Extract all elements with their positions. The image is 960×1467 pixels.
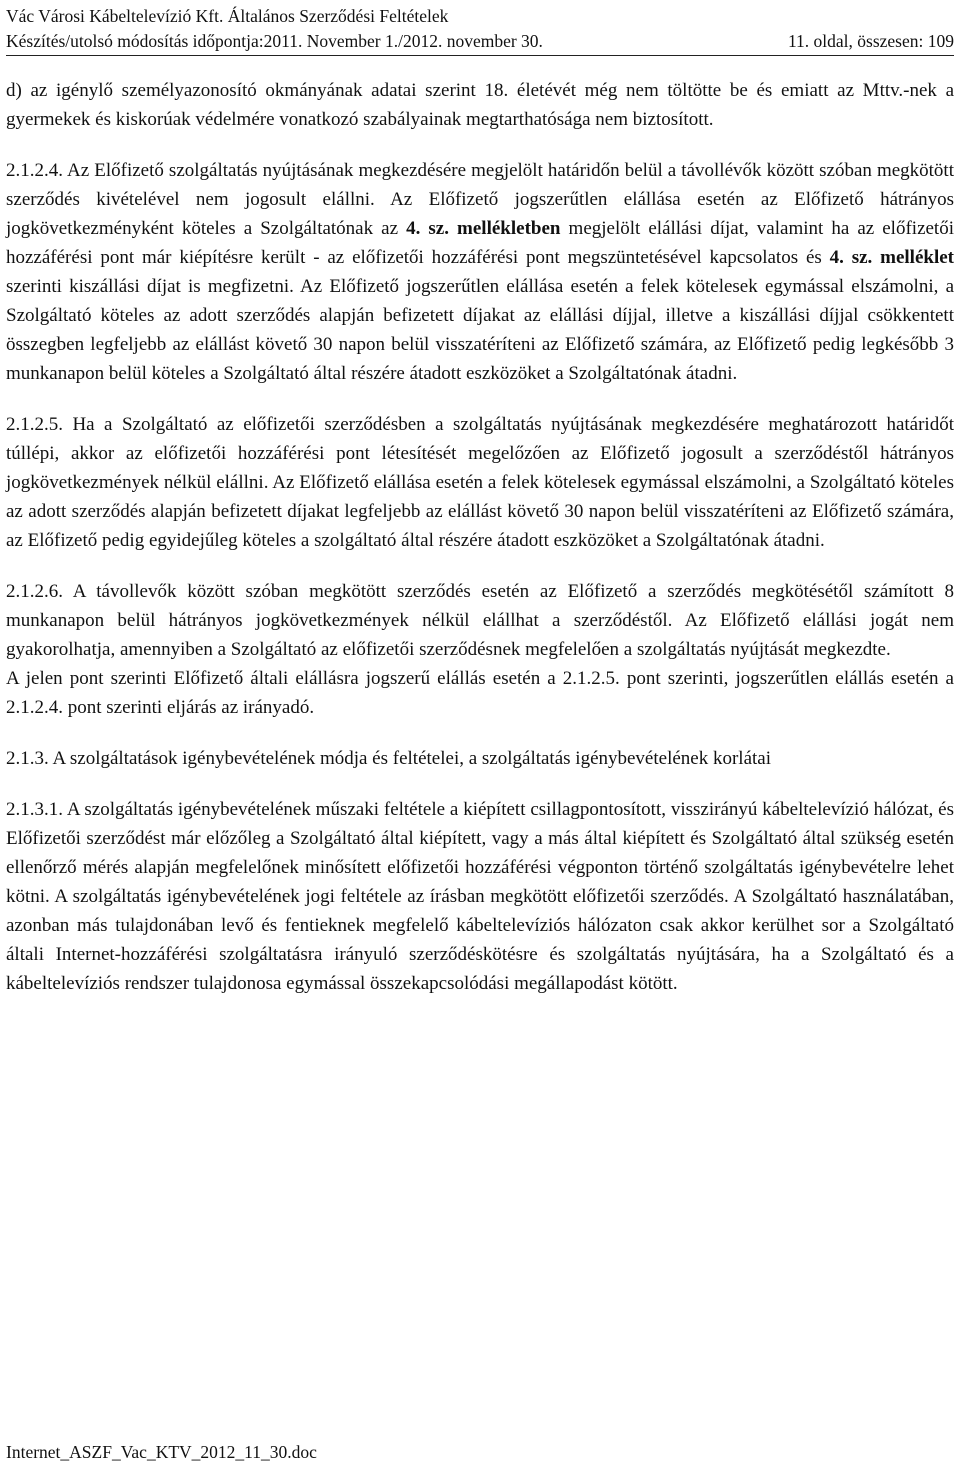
section-heading-2-1-3: 2.1.3. A szolgáltatások igénybevételének módja és feltételei, a szolgáltatás igénybevételének korlátai [6,748,772,769]
paragraph-gap [6,134,954,156]
page-counter: 11. oldal, összesen: 109 [787,31,954,51]
paragraph-text: szerinti kiszállási díjat is megfizetni. Az Előfizető jogszerűtlen elállása esetén a felek kötelesek egymással elszámolni, a Szolgáltató köteles az adott szerződés alapján befizetett díjakat az elállási díjjal, illetve a kiszállási díjjal csökkentett összegben legfeljebb az elállást követő 30 napon belül visszatéríteni az Előfizető számára, az Előfizető pedig legkésőbb 3 munkanapon belül köteles a Szolgáltató által részére átadott eszközöket a Szolgáltatónak átadni. [6,276,954,384]
annex-reference-bold: 4. sz. mellékletben [406,218,561,239]
document-body [6,76,954,998]
paragraph-applicability: A jelen pont szerinti Előfizető általi elállásra jogszerű elállás esetén a 2.1.2.5. pont szerinti, jogszerűtlen elállás esetén a 2.1.2.4. pont szerinti eljárás az irányadó. [6,668,954,718]
document-title: Vác Városi Kábeltelevízió Kft. Általános Szerződési Feltételek [6,6,449,26]
annex-reference-bold: 4. sz. melléklet [829,247,954,268]
header-meta-row [6,29,954,54]
paragraph-gap [6,388,954,410]
page-footer [6,1440,317,1464]
paragraph-2-1-2-5: 2.1.2.5. Ha a Szolgáltató az előfizetői szerződésben a szolgáltatás nyújtásának megkezdésére meghatározott határidőt túllépi, akkor az előfizetői hozzáférési pont létesítését megelőzően az Előfizető jogosult a szerződéstől hátrányos jogkövetkezmények nélkül elállni. Az Előfizető elállása esetén a felek kötelesek egymással elszámolni, a Szolgáltató köteles az adott szerződés alapján befizetett díjakat legfeljebb az elállást követő 30 napon belül visszatéríteni az Előfizető számára, az Előfizető pedig egyidejűleg köteles a szolgáltató által részére átadott eszközöket a Szolgáltatónak átadni. [6,414,954,551]
paragraph-text: megjelölt elállási díjat, valamint ha az előfizetői hozzáférési pont már kiépítésre került - az előfizetői hozzáférési pont megszüntetésével kapcsolatos és [6,218,954,268]
header-divider [6,55,954,56]
paragraph-2-1-2-6: 2.1.2.6. A távollevők között szóban megkötött szerződés esetén az Előfizető a szerződés megkötésétől számított 8 munkanapon belül hátrányos jogkövetkezmények nélkül elállhat a szerződéstől. Az Előfizető elállási jogát nem gyakorolhatja, amennyiben a Szolgáltató az előfizetői szerződésnek megfelelően a szolgáltatás nyújtását megkezdte. [6,581,954,660]
paragraph-gap [6,773,954,795]
modification-date: Készítés/utolsó módosítás időpontja:2011. November 1./2012. november 30. [6,31,543,51]
paragraph-gap [6,555,954,577]
paragraph-gap [6,722,954,744]
paragraph-2-1-2-4 [6,156,954,388]
paragraph-2-1-3-1: 2.1.3.1. A szolgáltatás igénybevételének műszaki feltétele a kiépített csillagpontosított, visszirányú kábeltelevízió hálózat, és Előfizetői szerződést már előzőleg a Szolgáltató által kiépített, vagy a más által kiépített és Szolgáltató által szükség esetén ellenőrző mérés alapján megfelelőnek minősített előfizetői hozzáférési végponton történő szolgáltatás igénybevételre lehet kötni. A szolgáltatás igénybevételének jogi feltétele az írásban megkötött előfizetői szerződés. A Szolgáltató használatában, azonban más tulajdonában levő és fentieknek megfelelő kábeltelevíziós hálózaton csak akkor kerülhet sor a Szolgáltató általi Internet-hozzáférési szolgáltatásra irányuló szerződéskötésre és szolgáltatás nyújtására, ha a Szolgáltató és a kábeltelevíziós rendszer tulajdonosa egymással összekapcsolódási megállapodást kötött. [6,799,954,994]
page-header [6,4,954,54]
paragraph-item-d: d) az igénylő személyazonosító okmányának adatai szerint 18. életévét még nem töltötte be és emiatt az Mttv.-nek a gyermekek és kiskorúak védelmére vonatkozó szabályainak megtarthatósága nem biztosított. [6,80,954,130]
paragraph-text: 2.1.2.4. Az Előfizető szolgáltatás nyújtásának megkezdésére megjelölt határidőn belül a távollévők között szóban megkötött szerződés kivételével nem jogosult elállni. Az Előfizető jogszerűtlen elállása esetén az Előfizető hátrányos jogkövetkezményként köteles a Szolgáltatónak az [6,160,954,239]
footer-filename: Internet_ASZF_Vac_KTV_2012_11_30.doc [6,1442,317,1462]
